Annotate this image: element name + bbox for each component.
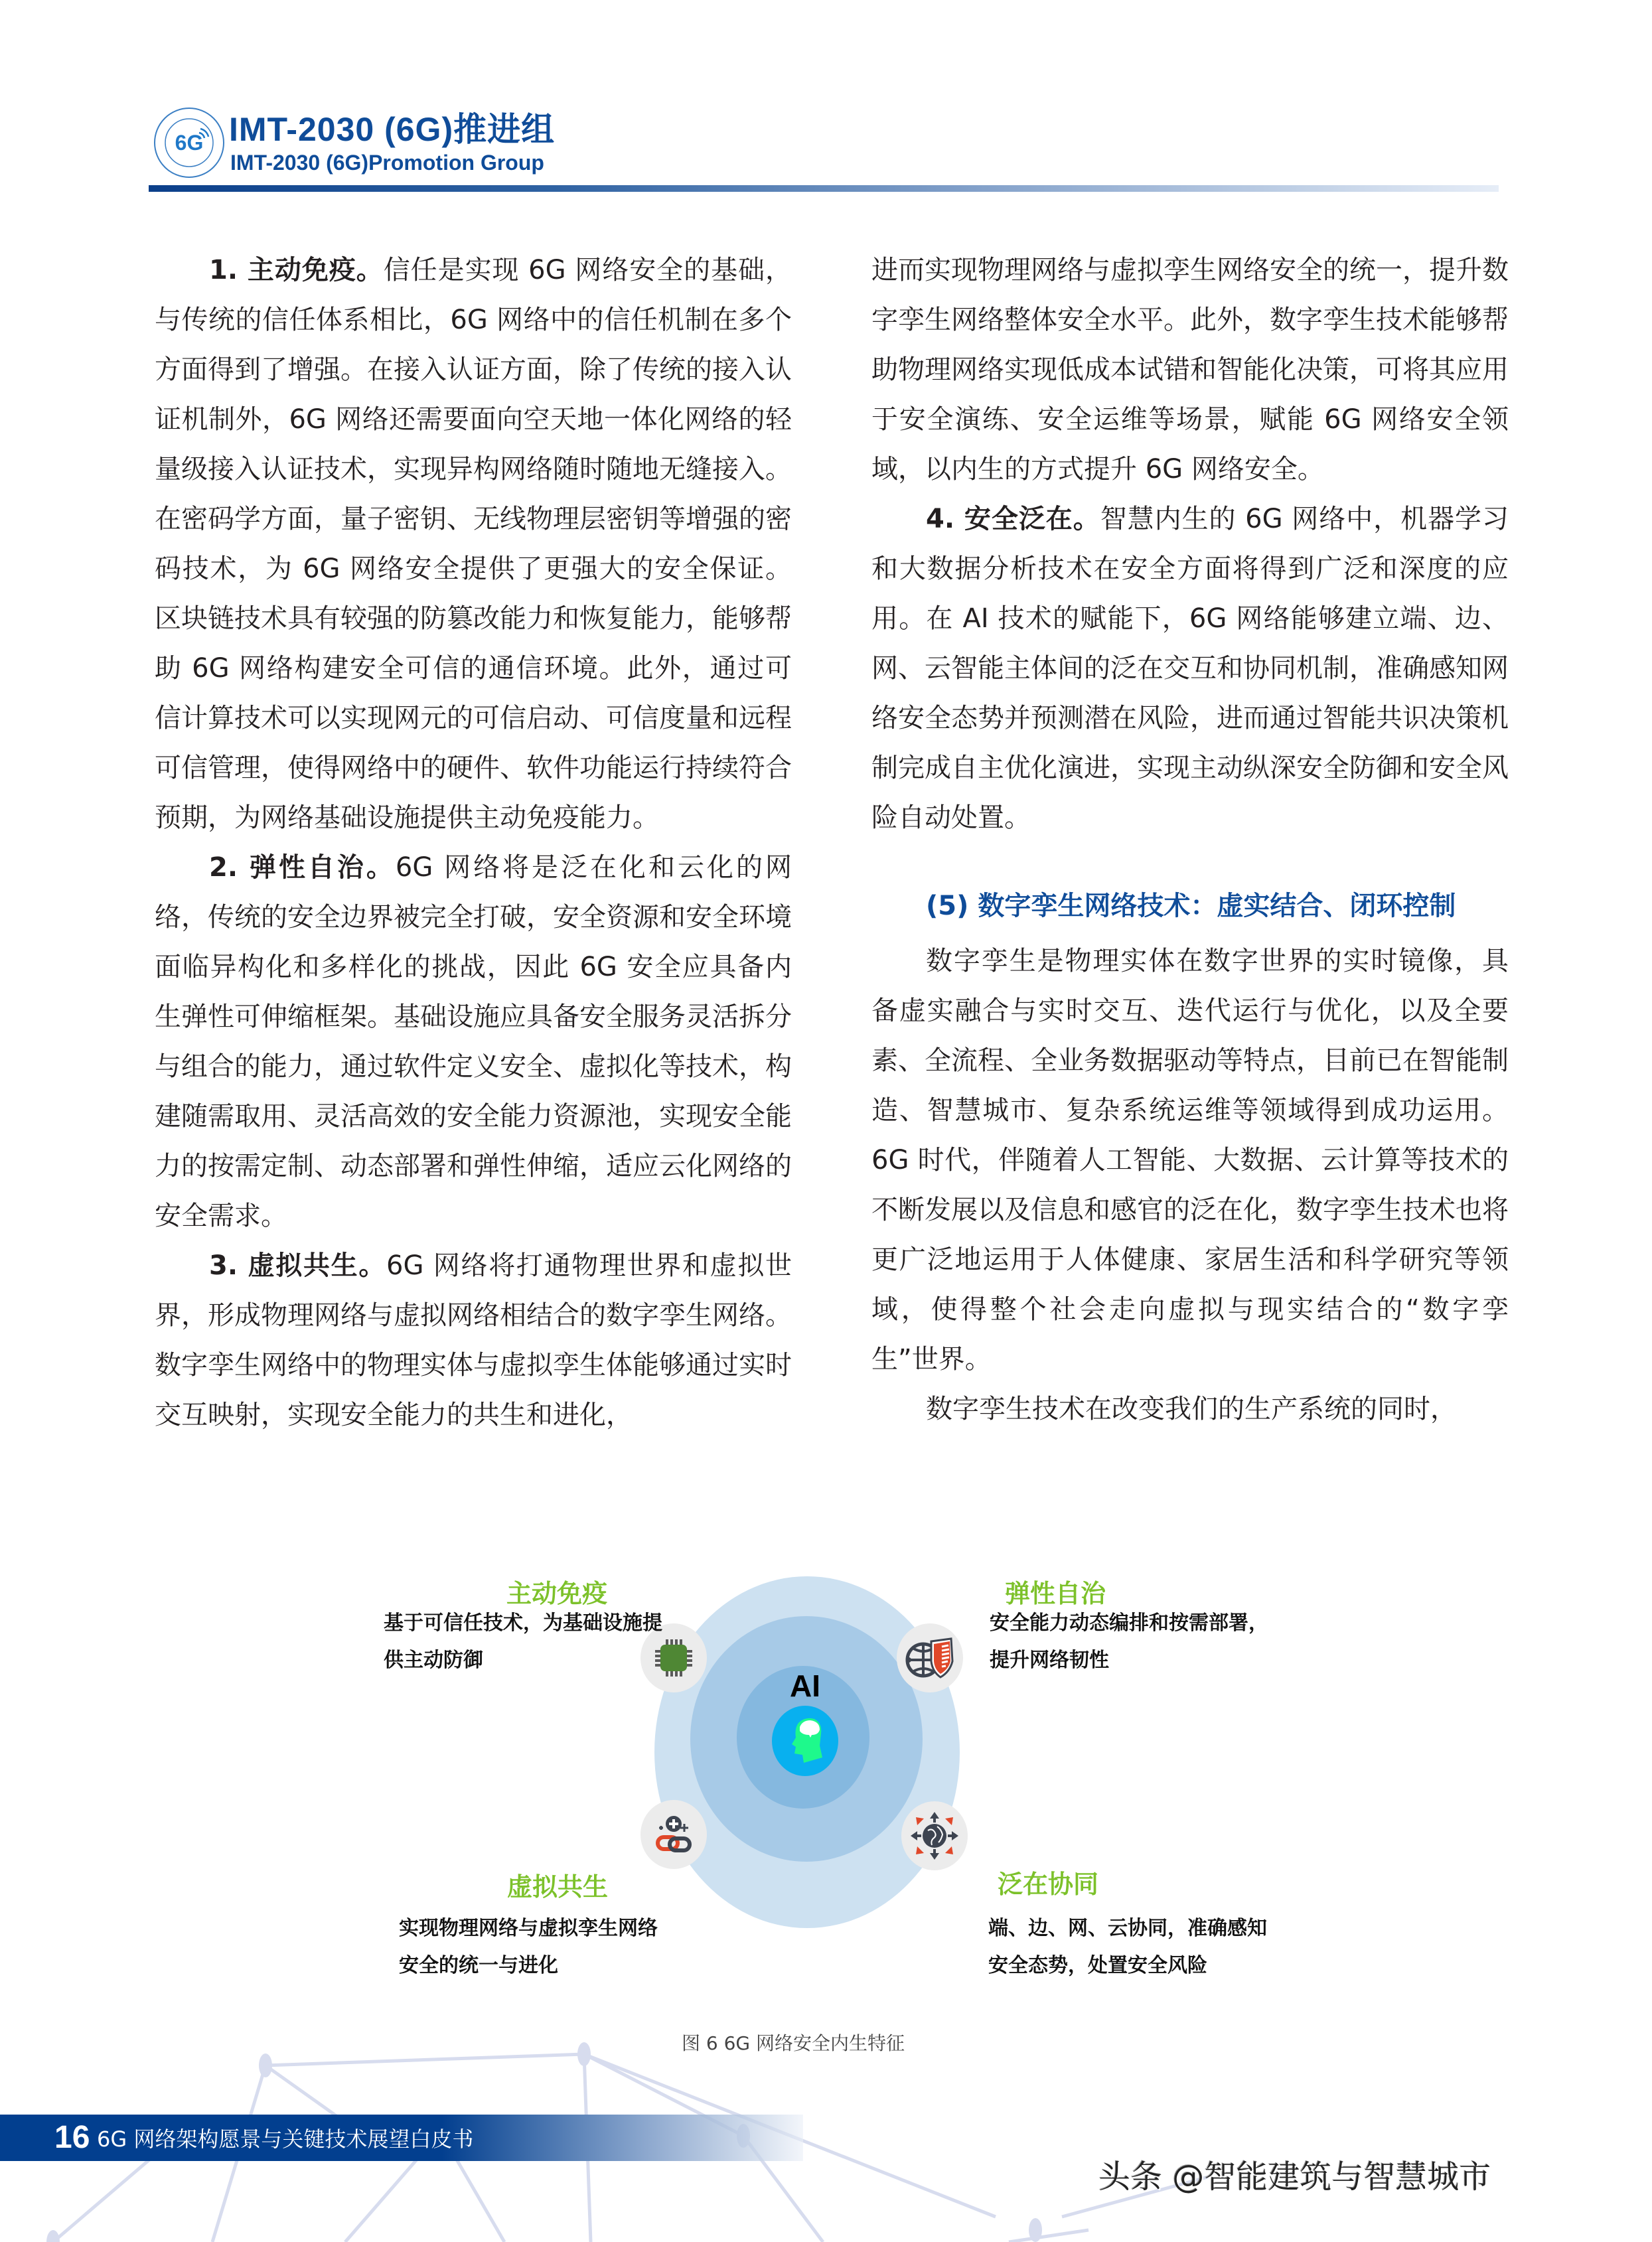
link-plus-icon [640, 1800, 707, 1869]
paragraph-virtual-symbiosis-cont: 进而实现物理网络与虚拟孪生网络安全的统一，提升数字孪生网络整体安全水平。此外，数字孪生技术能够帮助物理网络实现低成本试错和智能化决策，可将其应用于安全演练、安全运维等场景，赋能 6G 网络安全领域，以内生的方式提升 6G 网络安全。 [871, 255, 1509, 485]
globe-shield-icon [897, 1623, 963, 1692]
paragraph-body: 6G 网络将是泛在化和云化的网络，传统的安全边界被完全打破，安全资源和安全环境面临异构化和多样化的挑战，因此 6G 安全应具备内生弹性可伸缩框架。基础设施应具备安全服务灵活拆分与组合的能力，通过软件定义安全、虚拟化等技术，构建随需取用、灵活高效的安全能力资源池，实现安全能力的按需定制、动态部署和弹性伸缩，适应云化网络的安全需求。 [155, 852, 792, 1231]
right-column [871, 246, 1509, 1434]
watermark: 头条 @智能建筑与智慧城市 [1098, 2158, 1491, 2196]
feature-title-ubiquitous-collab: 泛在协同 [998, 1870, 1099, 1899]
left-column [155, 246, 792, 1440]
paragraph-active-immunity [155, 246, 792, 843]
paragraph-body: 6G 网络将打通物理世界和虚拟世界，形成物理网络与虚拟网络相结合的数字孪生网络。数字孪生网络中的物理实体与虚拟孪生体能够通过实时交互映射，实现安全能力的共生和进化， [155, 1250, 792, 1430]
feature-desc-ubiquitous-collab: 端、边、网、云协同，准确感知安全态势，处置安全风险 [988, 1917, 1267, 1977]
header-divider [149, 185, 1499, 192]
org-name-cn: IMT-2030 (6G)推进组 [229, 111, 556, 148]
feature-title-active-immunity: 主动免疫 [506, 1579, 608, 1608]
figure-6g-security-features [0, 1527, 1652, 2031]
ai-label: AI [790, 1669, 820, 1703]
paragraph-digital-twin: 数字孪生是物理实体在数字世界的实时镜像，具备虚实融合与实时交互、迭代运行与优化，以及全要素、全流程、全业务数据驱动等特点，目前已在智能制造、智慧城市、复杂系统运维等领域得到成功运用。6G 时代，伴随着人工智能、大数据、云计算等技术的不断发展以及信息和感官的泛在化，数字孪生技术也将更广泛地运用于人体健康、家居生活和科学研究等领域，使得整个社会走向虚拟与现实结合的“数字孪生”世界。 [871, 946, 1509, 1375]
paragraph-heading: 2. 弹性自治。 [209, 852, 396, 883]
org-name-en: IMT-2030 (6G)Promotion Group [230, 151, 544, 175]
figure-caption: 图 6 6G 网络安全内生特征 [682, 2032, 905, 2054]
feature-desc-virtual-symbiosis: 实现物理网络与虚拟孪生网络安全的统一与进化 [399, 1917, 658, 1977]
paragraph-digital-twin-cont: 数字孪生技术在改变我们的生产系统的同时， [926, 1394, 1457, 1424]
paragraph-body: 信任是实现 6G 网络安全的基础，与传统的信任体系相比，6G 网络中的信任机制在多个方面得到了增强。在接入认证方面，除了传统的接入认证机制外，6G 网络还需要面向空天地一体化网络的轻量级接入认证技术，实现异构网络随时随地无缝接入。在密码学方面，量子密钥、无线物理层密钥等增强的密码技术，为 6G 网络安全提供了更强大的安全保证。区块链技术具有较强的防篡改能力和恢复能力，能够帮助 6G 网络构建安全可信的通信环境。此外，通过可信计算技术可以实现网元的可信启动、可信度量和远程可信管理，使得网络中的硬件、软件功能运行持续符合预期，为网络基础设施提供主动免疫能力。 [155, 255, 792, 833]
feature-title-elastic-autonomy: 弹性自治 [1005, 1579, 1106, 1608]
paragraph-virtual-symbiosis [155, 1241, 792, 1440]
document-title: 6G 网络架构愿景与关键技术展望白皮书 [97, 2127, 474, 2152]
feature-title-virtual-symbiosis: 虚拟共生 [507, 1872, 609, 1902]
org-logo [153, 106, 226, 179]
paragraph-heading: 1. 主动免疫。 [209, 255, 384, 285]
paragraph-elastic-autonomy [155, 843, 792, 1241]
globe-arrows-icon [901, 1801, 968, 1870]
section-title: (5) 数字孪生网络技术：虚实结合、闭环控制 [926, 891, 1456, 921]
paragraph-heading: 3. 虚拟共生。 [209, 1250, 387, 1281]
paragraph-ubiquitous-security [871, 494, 1509, 843]
feature-desc-active-immunity: 基于可信任技术，为基础设施提供主动防御 [384, 1611, 662, 1672]
ai-head-brain-icon [772, 1706, 838, 1776]
page-number: 16 [54, 2120, 90, 2155]
paragraph-heading: 4. 安全泛在。 [926, 504, 1100, 534]
svg-text:6G: 6G [175, 131, 204, 155]
paragraph-body: 智慧内生的 6G 网络中，机器学习和大数据分析技术在安全方面将得到广泛和深度的应用。在 AI 技术的赋能下，6G 网络能够建立端、边、网、云智能主体间的泛在交互和协同机制，准确感知网络安全态势并预测潜在风险，进而通过智能共识决策机制完成自主优化演进，实现主动纵深安全防御和安全风险自动处置。 [871, 504, 1509, 833]
feature-desc-elastic-autonomy: 安全能力动态编排和按需部署，提升网络韧性 [990, 1611, 1268, 1672]
